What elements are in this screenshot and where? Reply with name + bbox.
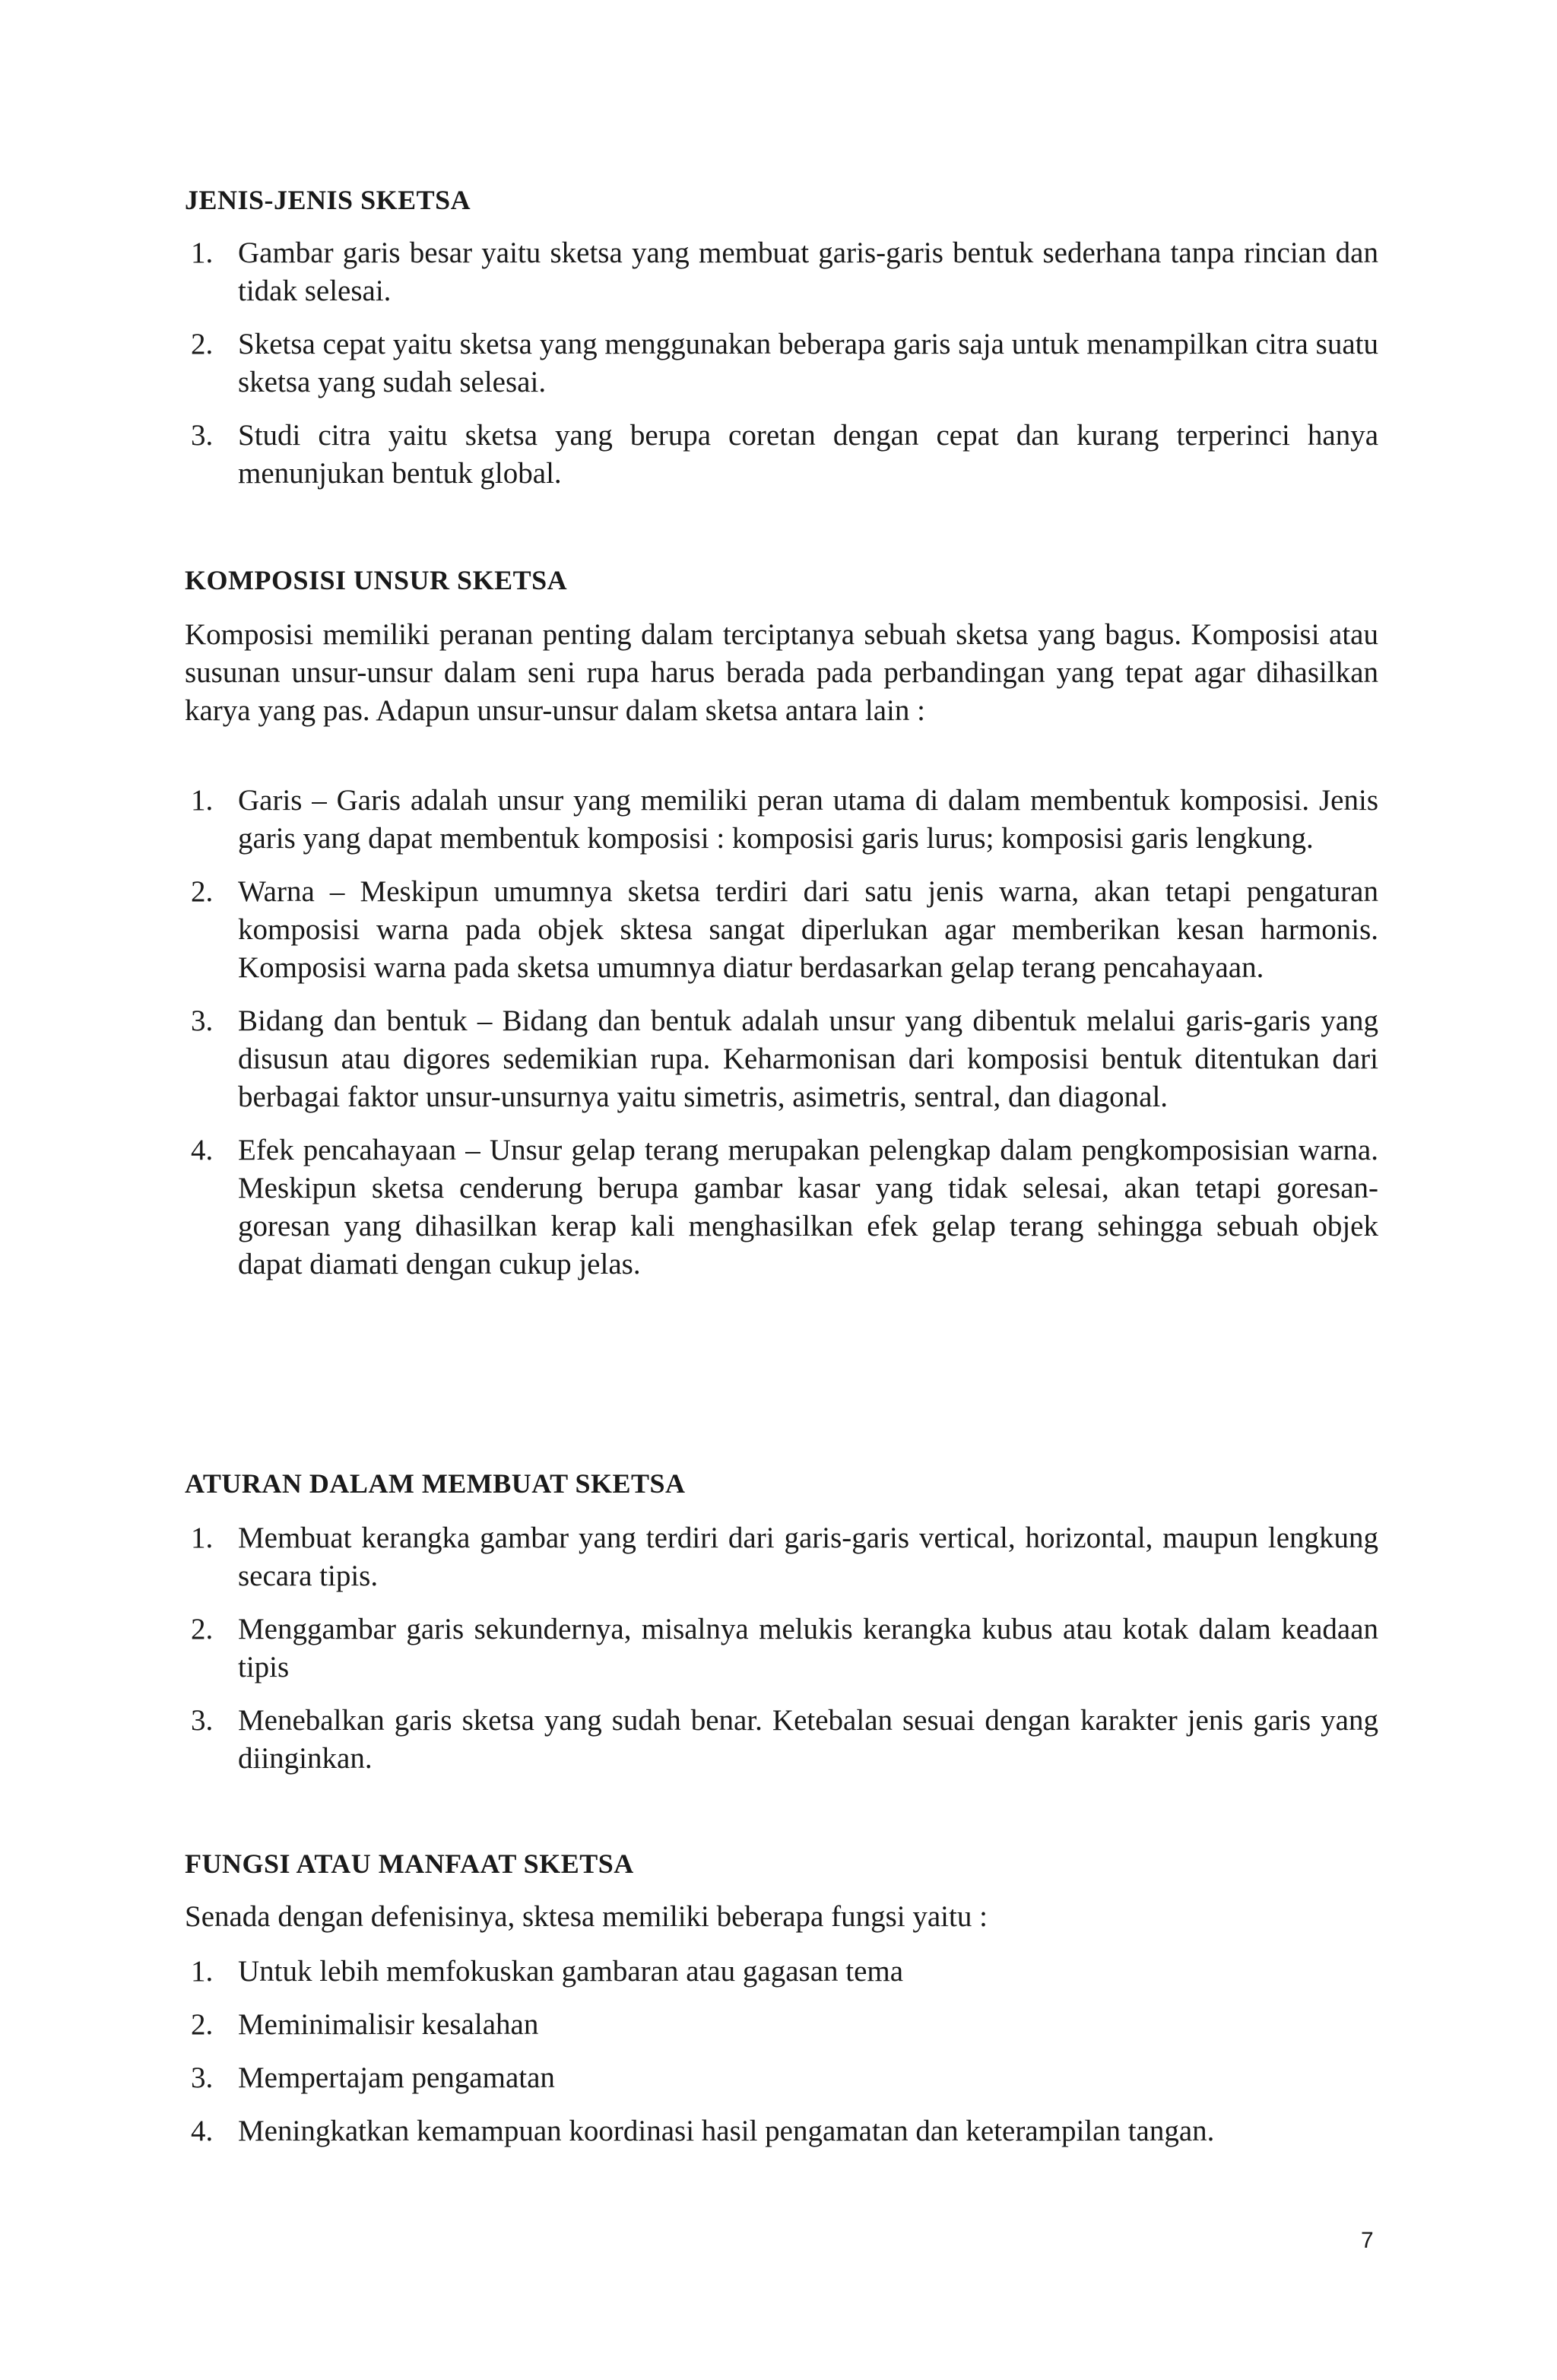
list-item-text: Garis – Garis adalah unsur yang memiliki peran utama di dalam membentuk komposisi. Jenis garis yang dapat membentuk komposisi : komposisi garis lurus; komposisi garis lengkung. <box>238 784 1378 855</box>
list-item-text: Meningkatkan kemampuan koordinasi hasil pengamatan dan keterampilan tangan. <box>238 2115 1215 2147</box>
list-item <box>185 234 1378 310</box>
list-item <box>185 325 1378 401</box>
list-item <box>185 417 1378 493</box>
list-item-text: Meminimalisir kesalahan <box>238 2008 539 2041</box>
list-number: 1. <box>191 1955 214 1988</box>
komposisi-unsur-list <box>185 782 1378 1299</box>
fungsi-intro-paragraph: Senada dengan defenisinya, sktesa memiliki beberapa fungsi yaitu : <box>185 1900 988 1933</box>
list-number: 3. <box>191 1004 214 1037</box>
aturan-sketsa-list <box>185 1519 1378 1793</box>
list-item-text: Studi citra yaitu sketsa yang berupa coretan dengan cepat dan kurang terperinci hanya menunjukan bentuk global. <box>238 419 1378 490</box>
list-number: 2. <box>191 1613 214 1645</box>
list-item <box>185 782 1378 858</box>
list-number: 1. <box>191 784 214 817</box>
list-number: 1. <box>191 236 214 269</box>
list-item <box>185 2059 1378 2097</box>
list-item <box>185 1131 1378 1284</box>
list-item <box>185 2006 1378 2044</box>
list-number: 1. <box>191 1522 214 1554</box>
list-item-text: Gambar garis besar yaitu sketsa yang membuat garis-garis bentuk sederhana tanpa rincian dan tidak selesai. <box>238 236 1378 307</box>
list-item <box>185 2112 1378 2150</box>
section-heading-jenis-sketsa: JENIS-JENIS SKETSA <box>185 185 471 215</box>
list-number: 3. <box>191 419 214 452</box>
section-heading-komposisi-unsur-sketsa: KOMPOSISI UNSUR SKETSA <box>185 565 568 595</box>
list-number: 3. <box>191 2061 214 2094</box>
list-item-text: Efek pencahayaan – Unsur gelap terang merupakan pelengkap dalam pengkomposisian warna. Meskipun sketsa cenderung berupa gambar kasar yang tidak selesai, akan tetapi goresan-goresan yang dihasilkan kerap kali menghasilkan efek gelap terang sehingga sebuah objek dapat diamati dengan cukup jelas. <box>238 1134 1378 1280</box>
list-item-text: Untuk lebih memfokuskan gambaran atau gagasan tema <box>238 1955 904 1988</box>
list-item <box>185 1002 1378 1116</box>
list-item-text: Membuat kerangka gambar yang terdiri dari garis-garis vertical, horizontal, maupun lengkung secara tipis. <box>238 1522 1378 1592</box>
section-heading-aturan-membuat-sketsa: ATURAN DALAM MEMBUAT SKETSA <box>185 1468 686 1499</box>
list-item-text: Menebalkan garis sketsa yang sudah benar. Ketebalan sesuai dengan karakter jenis garis yang diinginkan. <box>238 1704 1378 1775</box>
list-number: 2. <box>191 328 214 360</box>
list-number: 3. <box>191 1704 214 1737</box>
list-item-text: Menggambar garis sekundernya, misalnya melukis kerangka kubus atau kotak dalam keadaan tipis <box>238 1613 1378 1683</box>
list-number: 4. <box>191 2115 214 2147</box>
section-heading-fungsi-manfaat-sketsa: FUNGSI ATAU MANFAAT SKETSA <box>185 1848 634 1879</box>
list-item-text: Bidang dan bentuk – Bidang dan bentuk adalah unsur yang dibentuk melalui garis-garis yang disusun atau digores sedemikian rupa. Keharmonisan dari komposisi bentuk ditentukan dari berbagai faktor unsur-unsurnya yaitu simetris, asimetris, sentral, dan diagonal. <box>238 1004 1378 1113</box>
list-item <box>185 873 1378 987</box>
komposisi-intro-paragraph: Komposisi memiliki peranan penting dalam terciptanya sebuah sketsa yang bagus. Komposisi atau susunan unsur-unsur dalam seni rupa harus berada pada perbandingan yang tepat agar dihasilkan karya yang pas. Adapun unsur-unsur dalam sketsa antara lain : <box>185 618 1378 727</box>
list-item-text: Sketsa cepat yaitu sketsa yang menggunakan beberapa garis saja untuk menampilkan citra suatu sketsa yang sudah selesai. <box>238 328 1378 398</box>
list-item-text: Warna – Meskipun umumnya sketsa terdiri dari satu jenis warna, akan tetapi pengaturan komposisi warna pada objek sktesa sangat diperlukan agar memberikan kesan harmonis. Komposisi warna pada sketsa umumnya diatur berdasarkan gelap terang pencahayaan. <box>238 875 1378 984</box>
list-number: 4. <box>191 1134 214 1166</box>
list-item <box>185 1702 1378 1778</box>
jenis-sketsa-list <box>185 234 1378 508</box>
list-item <box>185 1610 1378 1687</box>
page-number: 7 <box>1361 2228 1374 2253</box>
list-item <box>185 1953 1378 1991</box>
list-number: 2. <box>191 2008 214 2041</box>
fungsi-sketsa-list <box>185 1953 1378 2166</box>
list-item <box>185 1519 1378 1595</box>
list-number: 2. <box>191 875 214 908</box>
list-item-text: Mempertajam pengamatan <box>238 2061 555 2094</box>
